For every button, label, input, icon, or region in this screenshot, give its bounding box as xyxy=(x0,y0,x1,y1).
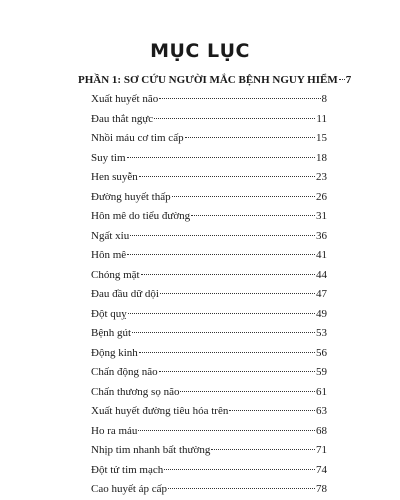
toc-leader-dots xyxy=(139,352,315,353)
toc-entry-page: 71 xyxy=(316,444,327,456)
toc-entry-page: 41 xyxy=(316,249,327,261)
toc-entry xyxy=(0,422,327,442)
toc-leader-dots xyxy=(229,410,315,411)
toc-leader-dots xyxy=(139,176,315,177)
toc-entry-label: Chóng mặt xyxy=(91,268,140,281)
toc-leader-dots xyxy=(191,215,315,216)
toc-entry xyxy=(0,285,327,305)
toc-entry-label: Đột quỵ xyxy=(91,307,127,320)
toc-entry-page: 36 xyxy=(316,229,327,242)
toc-entry-label: Động kinh xyxy=(91,346,138,359)
toc-part-page: 7 xyxy=(345,74,352,86)
toc-entry xyxy=(0,207,327,227)
toc-entry xyxy=(0,305,327,325)
toc-entry xyxy=(0,363,327,383)
toc-leader-dots xyxy=(130,235,315,236)
toc-leader-dots xyxy=(127,254,315,255)
page-title: MỤC LỤC xyxy=(150,40,250,62)
toc-leader-dots xyxy=(164,469,315,470)
toc-entry-label: Đường huyết thấp xyxy=(91,190,171,203)
toc-entry-page: 15 xyxy=(316,132,327,144)
toc-leader-dots xyxy=(211,449,315,450)
toc-leader-dots xyxy=(160,293,315,294)
toc-entry-label: Hôn mê do tiểu đường xyxy=(91,210,191,222)
toc-leader-dots xyxy=(154,118,315,119)
toc-entry-label: Suy tim xyxy=(91,151,126,164)
toc-leader-dots xyxy=(138,430,315,431)
toc-leader-dots xyxy=(185,137,315,138)
toc-entry xyxy=(0,324,327,344)
toc-entry-page: 63 xyxy=(316,405,327,417)
toc-entry-label: Ngất xỉu xyxy=(91,229,130,242)
toc-entry-label: Bệnh gút xyxy=(91,327,132,339)
toc-entry xyxy=(0,461,327,481)
toc-entry-label: Chấn thương sọ não xyxy=(91,385,180,398)
toc-entry-label: Cao huyết áp cấp xyxy=(91,483,168,495)
toc-entry xyxy=(0,344,327,364)
toc-entry xyxy=(0,188,327,208)
toc-leader-dots xyxy=(132,332,315,333)
toc-entry xyxy=(0,383,327,403)
toc-entry-page: 61 xyxy=(316,385,327,398)
toc-entry-label: Đau đầu dữ dội xyxy=(91,288,159,300)
toc-entry xyxy=(0,441,327,461)
toc-entry-label: Đau thắt ngực xyxy=(91,112,154,125)
toc-entry xyxy=(0,168,327,188)
toc-entry-page: 47 xyxy=(316,288,327,300)
toc-entry xyxy=(0,246,327,266)
toc-entry-label: Ho ra máu xyxy=(91,424,138,437)
toc-leader-dots xyxy=(172,196,315,197)
toc-entry-label: Xuất huyết não xyxy=(91,93,159,105)
toc-entry-page: 8 xyxy=(321,93,327,105)
toc-entry-label: Hen suyễn xyxy=(91,171,138,183)
toc-entry-page: 56 xyxy=(316,346,327,359)
toc-entry-page: 31 xyxy=(316,210,327,222)
toc-entry-label: Nhịp tim nhanh bất thường xyxy=(91,444,211,456)
toc-entry-label: Xuất huyết đường tiêu hóa trên xyxy=(91,405,229,417)
toc-entry-label: Chấn động não xyxy=(91,366,158,378)
toc-entry-page: 49 xyxy=(316,307,327,320)
toc-entry-label: Hôn mê xyxy=(91,249,127,261)
toc-part-heading xyxy=(0,70,352,90)
toc-entry-label: Nhồi máu cơ tim cấp xyxy=(91,132,184,144)
toc-entry xyxy=(0,480,327,500)
toc-part-label: PHẦN 1: SƠ CỨU NGƯỜI MẮC BỆNH NGUY HIỂM xyxy=(78,74,338,86)
toc-entry-page: 74 xyxy=(316,463,327,476)
table-of-contents xyxy=(0,70,400,500)
toc-entry xyxy=(0,402,327,422)
toc-leader-dots xyxy=(168,488,315,489)
toc-entry-page: 23 xyxy=(316,171,327,183)
toc-entry xyxy=(0,90,327,110)
toc-entry xyxy=(0,227,327,247)
toc-leader-dots xyxy=(141,274,315,275)
toc-entry xyxy=(0,266,327,286)
toc-leader-dots xyxy=(128,313,315,314)
toc-entry-page: 44 xyxy=(316,268,327,281)
toc-entry-page: 68 xyxy=(316,424,327,437)
toc-entry xyxy=(0,110,327,130)
toc-entry xyxy=(0,149,327,169)
toc-leader-dots xyxy=(127,157,315,158)
toc-leader-dots xyxy=(159,371,315,372)
toc-entry-page: 26 xyxy=(316,190,327,203)
toc-entry-page: 18 xyxy=(316,151,327,164)
toc-entry-page: 53 xyxy=(316,327,327,339)
toc-entry-page: 11 xyxy=(316,112,327,125)
toc-leader-dots xyxy=(159,98,320,99)
toc-leader-dots xyxy=(339,79,345,80)
toc-entry-label: Đột tử tim mạch xyxy=(91,463,164,476)
toc-entry xyxy=(0,129,327,149)
toc-leader-dots xyxy=(180,391,315,392)
toc-entry-page: 59 xyxy=(316,366,327,378)
toc-entry-page: 78 xyxy=(316,483,327,495)
